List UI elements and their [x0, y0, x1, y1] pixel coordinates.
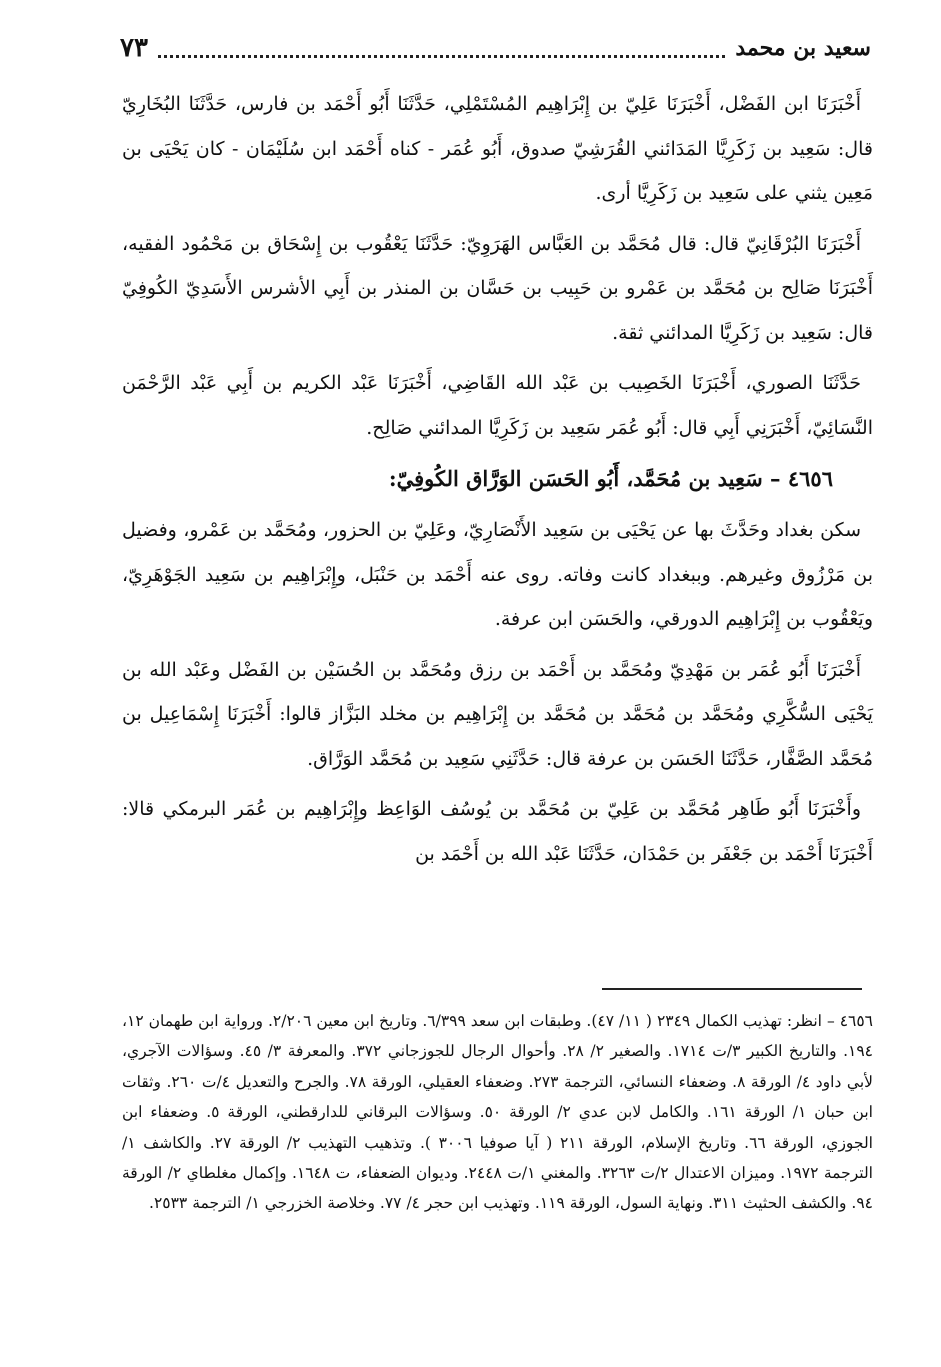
running-title: سعيد بن محمد [735, 35, 871, 61]
running-header [120, 28, 871, 68]
entry-paragraph: سكن بغداد وحَدَّثَ بها عن يَحْيَى بن سَعِيد الأَنْصَارِيّ، وعَلِيّ بن الحزور، ومُحَمَّد بن عَمْرو، وفضيل بن مَرْزُوق وغيرهم. وببغداد كانت وفاته. روى عنه أَحْمَد بن حَنْبَل، وإِبْرَاهِيم بن سَعِيد الجَوْهَرِيّ، ويَعْقُوب بن إِبْرَاهِيم الدورقي، والحَسَن ابن عرفة. [122, 519, 873, 630]
page-number: ٧٣ [120, 33, 148, 63]
footnote: ٤٦٥٦ – انظر: تهذيب الكمال ٢٣٤٩ ( ١١/ ٤٧). وطبقات ابن سعد ٦/٣٩٩. وتاريخ ابن معين ٢/٢٠٦. ورواية ابن طهمان ١٢، ١٩٤. والتاريخ الكبير ٣/ت ١٧١٤. والصغير ٢/ ٢٨. وأحوال الرجال للجوزجاني ٣٧٢. والمعرفة ٣/ ٤٥. وسؤالات الآجري، لأبي داود ٤/ الورقة ٨. وضعفاء النسائي، الترجمة ٢٧٣. وضعفاء العقيلي، الورقة ٧٨. والجرح والتعديل ٤/ت ٢٦٠. وثقات ابن حبان ١/ الورقة ١٦١. والكامل لابن عدي ٢/ الورقة ٥٠. وسؤالات البرقاني للدارقطني، الورقة ٥. وضعفاء ابن الجوزي، الورقة ٦٦. وتاريخ الإسلام، الورقة ٢١١ ( آيا صوفيا ٣٠٠٦ ). وتذهيب التهذيب ٢/ الورقة ٢٧. والكاشف ١/ الترجمة ١٩٧٢. وميزان الاعتدال ٢/ت ٣٢٦٣. والمغني ١/ت ٢٤٤٨. وديوان الضعفاء، ت ١٦٤٨. وإكمال مغلطاي ٢/ الورقة ٩٤. والكشف الحثيث ٣١١. ونهاية السول، الورقة ١١٩. وتهذيب ابن حجر ٤/ ٧٧. وخلاصة الخزرجي ١/ الترجمة ٢٥٣٣. [122, 1012, 873, 1213]
leader-dots [158, 55, 725, 58]
paragraph: حَدَّثَنَا الصوري، أَخْبَرَنَا الخَصِيب بن عَبْد الله القَاضِي، أَخْبَرَنَا عَبْد الكريم بن أَبِي عَبْد الرَّحْمَن النَّسَائِيّ، أَخْبَرَنِي أَبِي قال: أَبُو عُمَر سَعِيد بن زَكَرِيَّا المدائني صَالِح. [122, 372, 873, 439]
paragraph: أَخْبَرَنَا البُرْقَانِيّ قال: قال مُحَمَّد بن العَبَّاس الهَرَوِيّ: حَدَّثَنَا يَعْقُوب بن إِسْحَاق بن مَحْمُود الفقيه، أَخْبَرَنَا صَالِح بن مُحَمَّد بن عَمْرو بن حَبِيب بن حَسَّان بن المنذر بن أَبِي الأشرس الأَسَدِيّ الكُوفِيّ قال: سَعِيد بن زَكَرِيَّا المدائني ثقة. [122, 232, 873, 344]
footnote-separator [602, 988, 862, 990]
entry-paragraph: أَخْبَرَنَا أَبُو عُمَر بن مَهْدِيّ ومُحَمَّد بن أَحْمَد بن رزق ومُحَمَّد بن الحُسَيْن بن الفَضْل وعَبْد الله بن يَحْيَى السُّكَّرِي ومُحَمَّد بن مُحَمَّد بن مُحَمَّد بن إِبْرَاهِيم بن مخلد البَزَّاز قالوا: أَخْبَرَنَا إِسْمَاعِيل بن مُحَمَّد الصَّفَّار، حَدَّثَنَا الحَسَن بن عرفة قال: حَدَّثَنِي سَعِيد بن مُحَمَّد الوَرَّاق. [122, 658, 873, 770]
entry-paragraph: وأَخْبَرَنَا أَبُو طَاهِر مُحَمَّد بن عَلِيّ بن مُحَمَّد بن يُوسُف الوَاعِظ وإِبْرَاهِيم بن عُمَر البرمكي قالا: أَخْبَرَنَا أَحْمَد بن جَعْفَر بن حَمْدَان، حَدَّثَنَا عَبْد الله بن أَحْمَد بن [122, 798, 873, 865]
paragraph: أَخْبَرَنَا ابن الفَضْل، أَخْبَرَنَا عَلِيّ بن إِبْرَاهِيم المُسْتَمْلِي، حَدَّثَنَا أَبُو أَحْمَد بن فارس، حَدَّثَنَا البُخَارِيّ قال: سَعِيد بن زَكَرِيَّا المَدَائني القُرَشِيّ صدوق، أَبُو عُمَر - كناه أَحْمَد ابن سُلَيْمَان - كان يَحْيَى بن مَعِين يثني على سَعِيد بن زَكَرِيَّا أرى. [122, 93, 873, 204]
entry-heading: ٤٦٥٦ – سَعِيد بن مُحَمَّد، أَبُو الحَسَن الوَرَّاق الكُوفِيّ: [388, 466, 833, 491]
main-text [122, 82, 873, 882]
